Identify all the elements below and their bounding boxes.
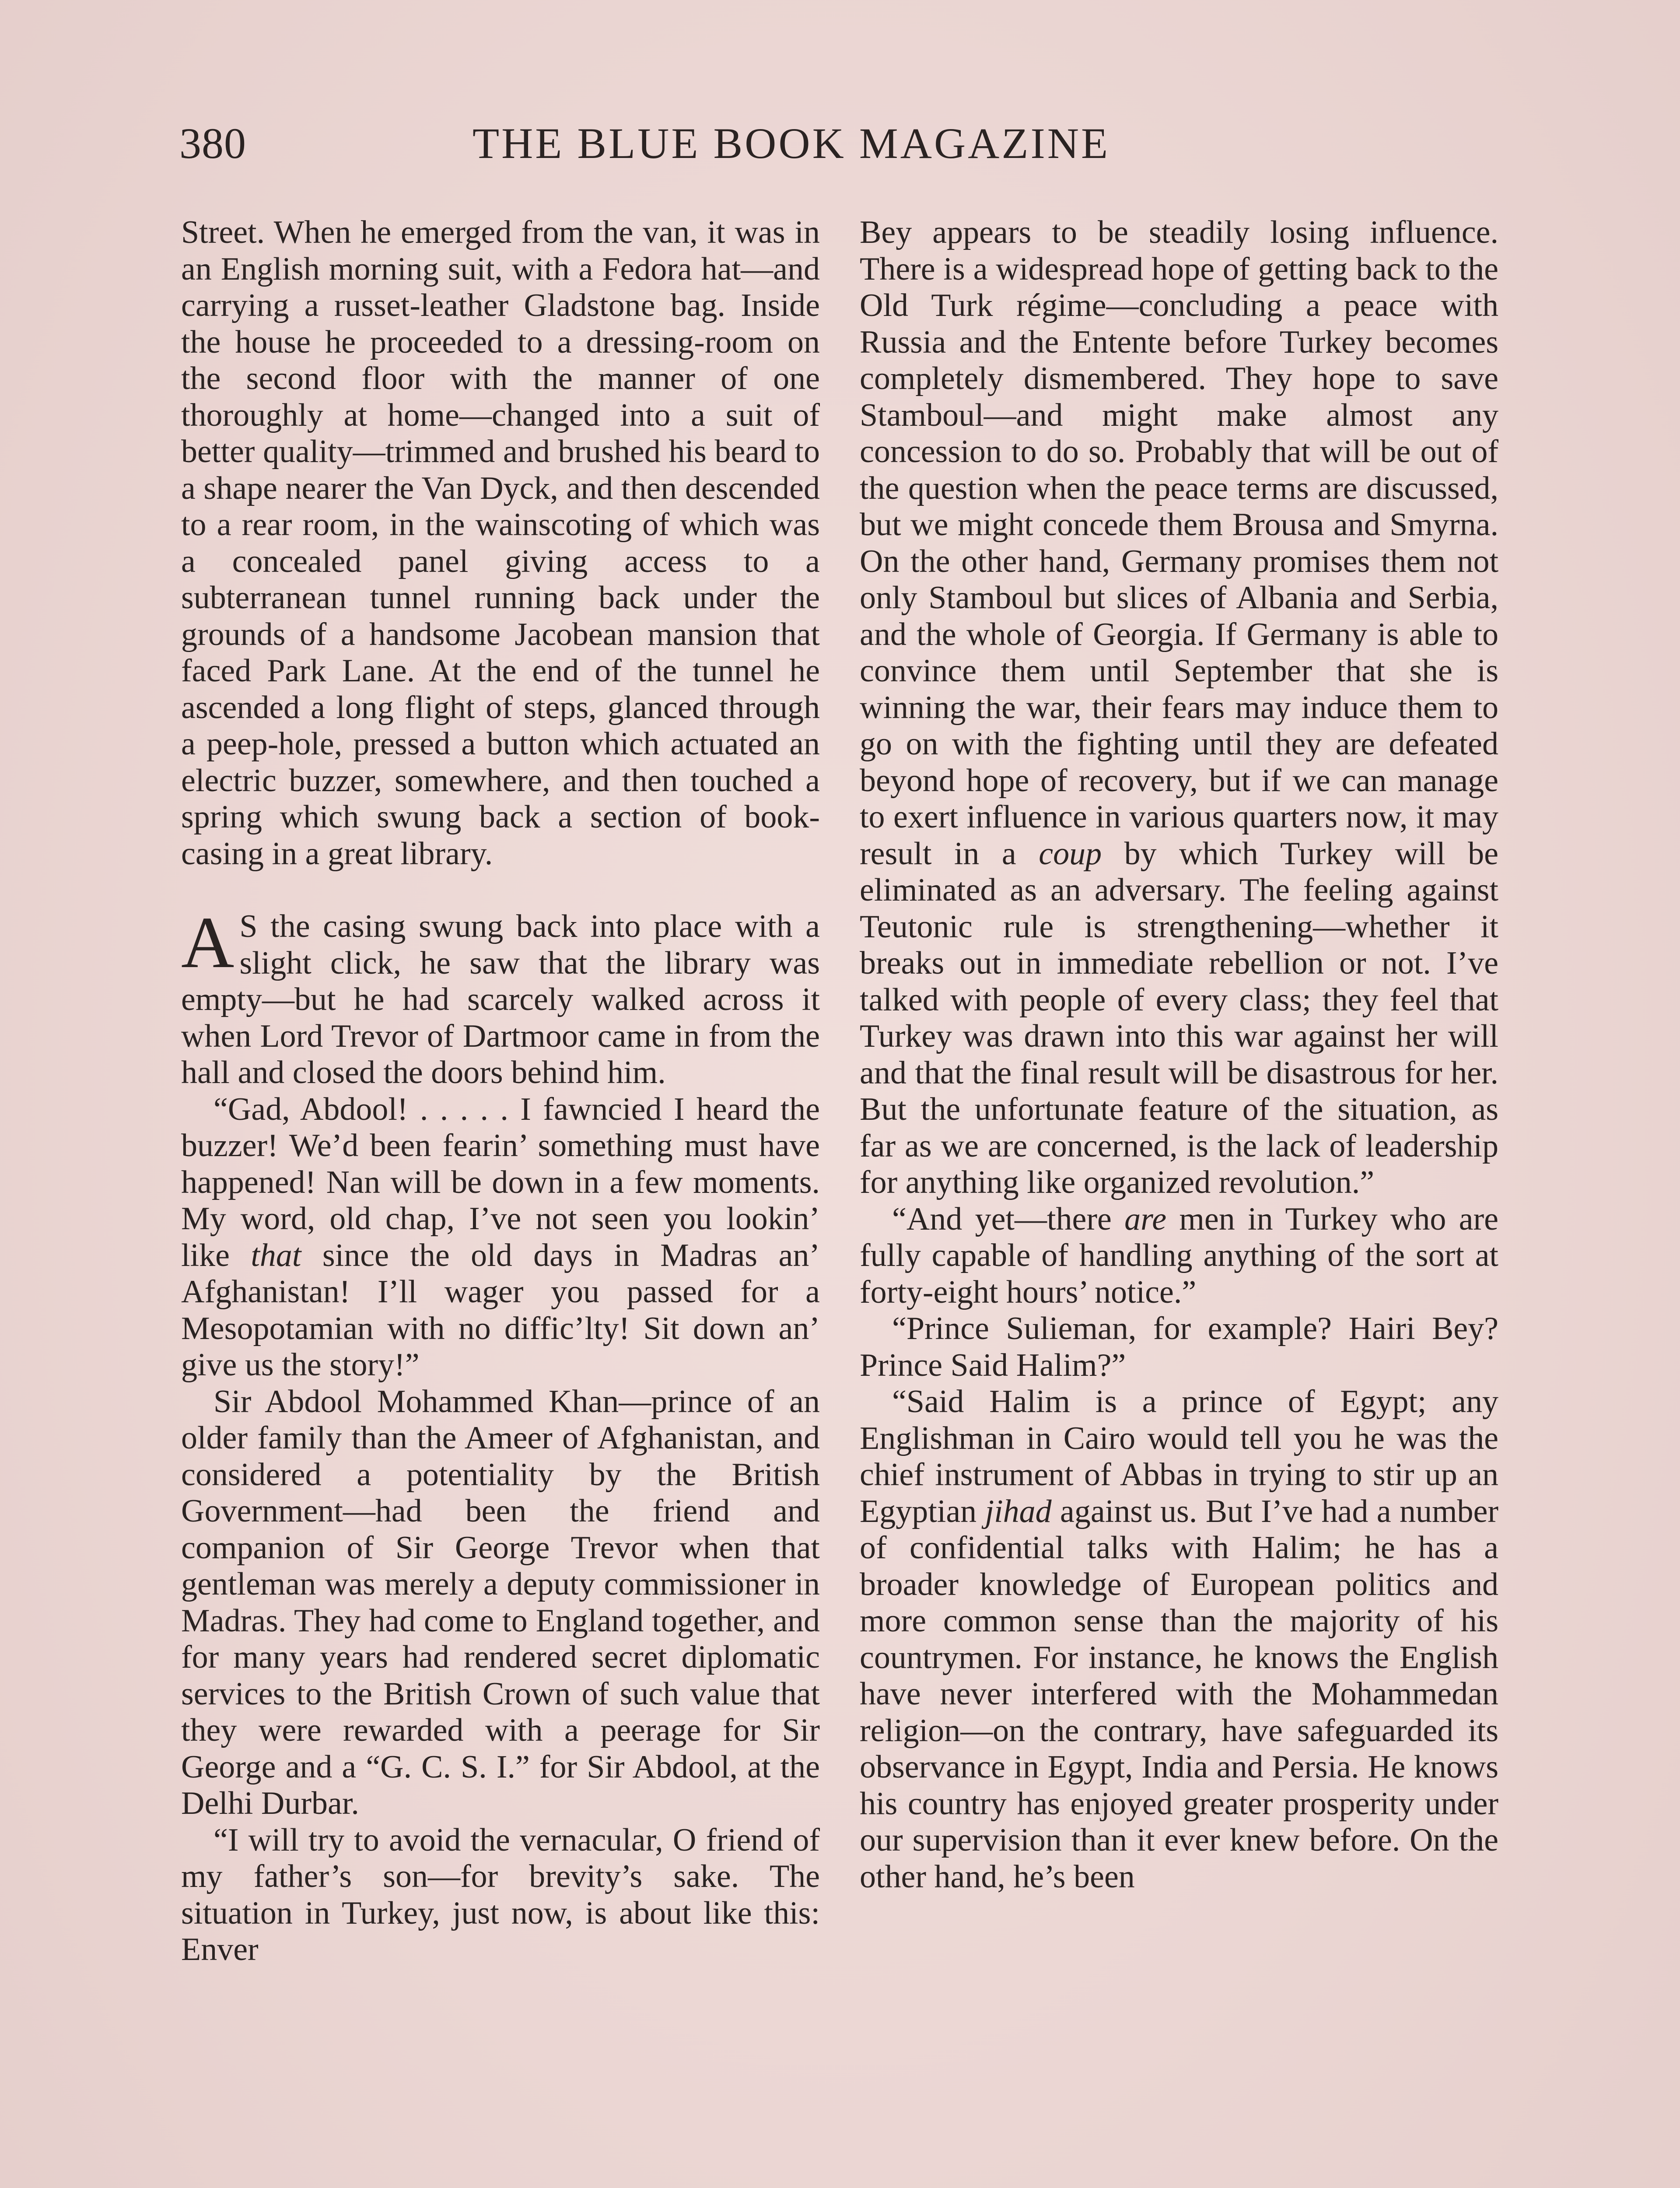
paragraph-text: S the casing swung back into place with a slight click, he saw that the library was empty—but he had scarcely walked across it when Lord Trevor of Dartmoor came in from the hall and closed the doors behind him.	[181, 908, 820, 1090]
paragraph	[860, 1201, 1498, 1311]
right-column	[860, 214, 1498, 1895]
paragraph: Sir Abdool Mohammed Khan—prince of an older family than the Ameer of Afghanistan, and considered a potentiality by the British Government—had been the friend and companion of Sir George Trevor when that gentleman was merely a deputy commissioner in Madras. They had come to England together, and for many years had rendered secret diplomatic services to the British Crown of such value that they were rewarded with a peerage for Sir George and a “G. C. S. I.” for Sir Abdool, at the Delhi Durbar.	[181, 1383, 820, 1821]
left-column	[181, 214, 820, 1968]
drop-cap: A	[181, 902, 234, 983]
paragraph: “I will try to avoid the vernacular, O friend of my father’s son—for brevity’s sake. The situation in Turkey, just now, is about like this: Enver	[181, 1822, 820, 1967]
paragraph-text: by which Turkey will be eliminated as an adversary. The feeling against Teutonic rule is strengthening—whether it breaks out in immediate rebellion or not. I’ve talked with people of every class; they feel that Turkey was drawn into this war against her will and that the final result will be disastrous for her. But the unfortunate feature of the situation, as far as we are concerned, is the lack of leadership for anything like organized revolution.”	[860, 835, 1499, 1200]
paragraph-text: since the old days in Madras an’ Afghanistan! I’ll wager you passed for a Mesopotamian with no diffic’lty! Sit down an’ give us the story!”	[181, 1237, 820, 1383]
paragraph-text: Bey appears to be steadily losing influence. There is a widespread hope of getting back to the Old Turk régime—concluding a peace with Russia and the Entente before Turkey becomes completely dismembered. They hope to save Stamboul—and might make almost any concession to do so. Probably that will be out of the question when the peace terms are discussed, but we might concede them Brousa and Smyrna. On the other hand, Germany promises them not only Stamboul but slices of Albania and Serbia, and the whole of Georgia. If Germany is able to convince them until September that she is winning the war, their fears may induce them to go on with the fighting until they are defeated beyond hope of recovery, but if we can manage to exert influence in various quarters now, it may result in a	[860, 214, 1498, 872]
paragraph-text: men in Turkey who are fully capable of handling anything of the sort at forty-eight hours’ notice.”	[860, 1201, 1498, 1310]
page-header	[179, 117, 1501, 170]
paragraph-dropcap	[181, 902, 820, 1091]
emphasis-text: are	[1124, 1201, 1167, 1237]
magazine-title: THE BLUE BOOK MAGAZINE	[472, 119, 1110, 168]
emphasis-text: coup	[1039, 835, 1102, 872]
paragraph-text: “And yet—there	[892, 1201, 1125, 1237]
paragraph: “Prince Sulieman, for example? Hairi Bey? Prince Said Halim?”	[860, 1311, 1498, 1383]
paragraph-text: “Said Halim is a prince of Egypt; any Englishman in Cairo would tell you he was the chief instrument of Abbas in trying to stir up an Egyptian	[860, 1384, 1498, 1529]
paragraph: Street. When he emerged from the van, it was in an English morning suit, with a Fedora hat—and carrying a russet-leather Gladstone bag. Inside the house he proceeded to a dressing-room on the second floor with the manner of one thoroughly at home—changed into a suit of better quality—trimmed and brushed his beard to a shape nearer the Van Dyck, and then descended to a rear room, in the wainscoting of which was a concealed panel giving access to a subterranean tunnel running back under the grounds of a handsome Jacobean mansion that faced Park Lane. At the end of the tunnel he ascended a long flight of steps, glanced through a peep-hole, pressed a button which actuated an electric buzzer, somewhere, and then touched a spring which swung back a section of book-casing in a great library.	[181, 214, 820, 872]
paragraph-text: “Gad, Abdool! . . . . . I fawncied I heard the buzzer! We’d been fearin’ something must have happened! Nan will be down in a few moments. My word, old chap, I’ve not seen you lookin’ like	[181, 1091, 820, 1273]
emphasis-text: jihad	[985, 1493, 1052, 1529]
page-number: 380	[179, 119, 246, 168]
emphasis-text: that	[251, 1237, 301, 1273]
paragraph	[860, 214, 1498, 1201]
paragraph	[860, 1384, 1498, 1895]
paragraph-text: against us. But I’ve had a number of confidential talks with Halim; he has a broader knowledge of European politics and more common sense than the majority of his countrymen. For instance, he knows the English have never interfered with the Mohammedan religion—on the contrary, have safeguarded its observance in Egypt, India and Persia. He knows his country has enjoyed greater prosperity under our supervision than it ever knew before. On the other hand, he’s been	[860, 1493, 1498, 1895]
paragraph	[181, 1091, 820, 1384]
